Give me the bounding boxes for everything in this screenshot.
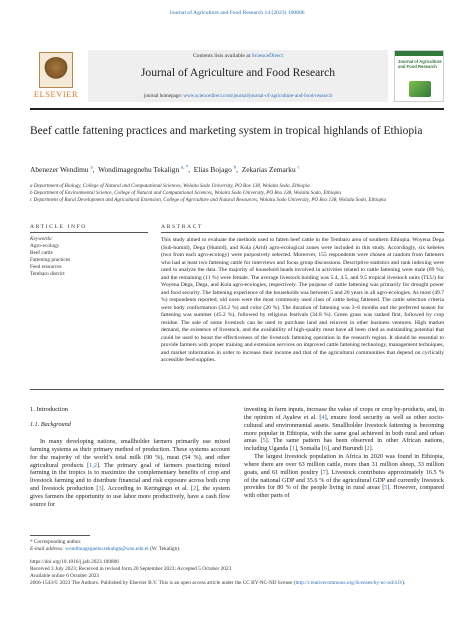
available-online-date: Available online 6 October 2023: [30, 573, 100, 579]
footnote-rule: [30, 535, 90, 536]
journal-cover-thumbnail[interactable]: [394, 50, 444, 102]
body-left-column: [30, 438, 230, 509]
citation-link[interactable]: 2: [193, 485, 197, 493]
abstract-text: This study aimed to evaluate the methods used to fatten beef cattle in the Tembaro area of southern Ethiopia. Woyena Dega (Sub-humid), Dega (Humid), and Kola (Arid) agro-ecological zones were included in this study. Accordingly, six kebeles (two from each agro-ecology) were purposively selected. Moreover, 155 respondents were chosen at random from fatteners who had at least two fattening cattle for interviews and focus group discussions. Descriptive statistics and rank indexing were used to analyze the data. The majority of household heads involved in activities related to cattle fattening were male (89 %), and the remaining (11 %) were female. The average livestock holding was 5.4, 4.5, and 9.5 tropical livestock units (TLU) for Woyena Dega, Dega, and Kola agro-ecologies, respectively. The purpose of cattle fattening was primarily for drought power and food security. The fattening experience of the households was between 5 and 20 years in all agro-ecologies. As most (49.7 %) respondents reported, old oxen were the most commonly used class of cattle being fattened. The cattle selection criteria were body conformation (34.2 %) and color (20 %). The duration of fattening was 3–6 months and the preferred season for fattening was summer (45.2 %), followed by religious festivals (34.8 %). Green grass was ranked first, followed by crop residue. The sale of some livestock can be used to purchase land and reinvest in other business ventures. High market demand, the existence of livestock, and the availability of high-quality meat have all been cited as outstanding potential that could be used to boost the effectiveness of the livestock fattening operation in the research region. It should be essential to provide farmers with proper training and extension services on improved cattle fattening technology, management techniques, and market information in order to increase their income and that of the agricultural communities that depend on cyclically accessible feed supplies.: [161, 237, 444, 363]
license-link[interactable]: http://creativecommons.org/licenses/by-nc-nd/4.0/: [295, 580, 403, 586]
body-text: ], Somalia [: [294, 445, 324, 453]
affiliation: a Department of Biology, College of Natural and Computational Sciences, Wolaita Sodo University, PO Box 138, Wolaita Sodo, Ethiopia: [30, 183, 310, 189]
license-suffix: ).: [402, 580, 406, 586]
keyword: Tembaro district: [30, 271, 65, 277]
body-paragraph: [244, 406, 444, 453]
author-list: Abenezer Wendimu $^a$, Wondimagegnehu Tekalign $^{a, *}$, Elias Bojago $^b$, Zekarias Zemarku $^c$: [30, 165, 300, 174]
license-text: 2666-1543/© 2023 The Authors. Published by Elsevier B.V. This is an open access article under the CC BY-NC-ND license (: [30, 580, 296, 586]
citation-link[interactable]: 1: [291, 445, 295, 453]
contents-line: [88, 53, 388, 59]
journal-header: [30, 50, 444, 104]
body-text: ]. The primary goal of farmers practicing mixed farming in the tropics is to maximize the complementary benefits of crop and livestock farming and to distribute financial and risk exposure across both crop and livestock production [: [30, 461, 230, 493]
citation-link[interactable]: 6: [323, 445, 328, 453]
cover-title: Journal of Agriculture and Food Research: [398, 59, 442, 69]
tree-mark-icon: [43, 57, 69, 83]
elsevier-logo[interactable]: [30, 50, 82, 102]
body-text: The largest livestock population in Africa in 2020 was found in Ethiopia, where there are over 63 million cattle, more than 31 million sheep, 33 million goats, and 61 million poultry [: [244, 453, 444, 476]
citation-link[interactable]: 4: [321, 413, 325, 421]
header-divider: [30, 108, 444, 110]
abstract-bottom-rule: [30, 389, 444, 390]
abstract-label: ABSTRACT: [161, 224, 204, 230]
author-name[interactable]: Abenezer Wendimu: [30, 165, 89, 174]
body-text: ]. However, compared with other parts of: [244, 484, 444, 500]
author-name[interactable]: Zekarias Zemarku: [241, 165, 296, 174]
cover-band: [395, 51, 443, 56]
affiliation: c Department of Rural Development and Agricultural Extension, College of Agriculture and Natural Resources, Wolaita Sodo University, PO Box 138, Wolaita Sodo, Ethiopia: [30, 197, 387, 203]
citation-link[interactable]: 1,2: [89, 461, 97, 469]
keywords-heading: Keywords:: [30, 236, 53, 242]
email-label: E-mail address:: [30, 546, 66, 552]
email-suffix: (W. Tekalign).: [148, 546, 181, 552]
body-text: ]. According to Keringingo et al. [: [101, 485, 194, 493]
citation-link[interactable]: 5: [384, 484, 388, 492]
body-right-column: [244, 406, 444, 500]
body-text: ].: [369, 445, 374, 453]
license-note: [30, 580, 444, 587]
doi-link[interactable]: https://doi.org/10.1016/j.jafr.2023.100806: [30, 559, 119, 565]
keyword: Fattening practices: [30, 257, 71, 263]
email-link[interactable]: wondimagegnehu.tekalign@wsu.edu.et: [65, 546, 149, 552]
sciencedirect-link[interactable]: ScienceDirect: [251, 53, 284, 59]
article-title: Beef cattle fattening practices and marketing system in tropical highlands of Ethiopia: [30, 125, 423, 137]
author-affiliation-mark[interactable]: c: [297, 165, 300, 171]
keyword: Agro-ecology: [30, 243, 60, 249]
citation-link[interactable]: 2: [366, 445, 370, 453]
section-heading-introduction: 1. Introduction: [30, 406, 68, 413]
homepage-prefix: journal homepage:: [143, 93, 184, 99]
author-affiliation-mark[interactable]: a: [90, 165, 93, 171]
body-text: ], and Burundi [: [327, 445, 367, 453]
keyword: Feed resources: [30, 264, 62, 270]
publisher-name: ELSEVIER: [33, 90, 79, 99]
journal-banner: [88, 50, 388, 102]
body-text: In many developing nations, smallholder farmers primarily use mixed farming systems as their primary method of production. These systems account for the majority of the world’s total milk (90 %), meat (54 %), and other agricultural products [: [30, 438, 230, 469]
subsection-heading-background: 1.1. Background: [30, 421, 71, 428]
author-affiliation-mark[interactable]: a, *: [181, 165, 189, 171]
body-text: ]. Livestock contributes approximately 16.5 % of the national GDP and 35.6 % of the agricultural GDP and currently livestock provides for 80 % of the people living in rural areas [: [244, 468, 444, 492]
citation-link[interactable]: 3: [98, 485, 102, 493]
author-affiliation-mark[interactable]: b: [233, 165, 237, 171]
homepage-link[interactable]: www.sciencedirect.com/journal/journal-of-agriculture-and-food-research: [183, 93, 333, 99]
article-info-label: ARTICLE INFO: [30, 224, 87, 230]
body-text: investing in farm inputs, increase the value of crops or crop by-products, and, in the opinion of Ayalew et al. [: [244, 406, 444, 421]
corresponding-author-note: * Corresponding author.: [30, 539, 82, 545]
email-note: [30, 546, 444, 553]
received-dates: Received 3 July 2023; Received in revised form 20 September 2023; Accepted 5 October 2023: [30, 566, 232, 572]
keyword: Beef cattle: [30, 250, 53, 256]
running-head[interactable]: Journal of Agriculture and Food Research 14 (2023) 100806: [169, 10, 305, 16]
body-paragraph: [244, 453, 444, 500]
body-text: ], ensure food security as well as other socio-cultural and environmental assets. Smallholder livestock fattening is becoming more popular in Ethiopia, with the same goal achieved in both rural and urban areas [: [244, 413, 444, 445]
citation-link[interactable]: 7: [322, 468, 326, 476]
citation-link[interactable]: 5: [262, 437, 266, 445]
body-text: ]. The same pattern has been observed in other African nations, including Uganda [: [244, 437, 444, 453]
author-name[interactable]: Wondimagegnehu Tekalign: [98, 165, 180, 174]
author-name[interactable]: Elias Bojago: [193, 165, 232, 174]
journal-title: Journal of Agriculture and Food Research: [140, 66, 336, 79]
affiliation: b Department of Environmental Science, College of Natural and Computational Sciences, Wolaita Sodo University, PO Box 138, Wolaita Sodo, Ethiopia: [30, 190, 341, 196]
homepage-line: [88, 93, 388, 99]
body-text: ], the system gives farmers the opportunity to use labor more productively, have a cash flow source for: [30, 485, 230, 508]
contents-prefix: Contents lists available at: [192, 53, 252, 59]
cover-graphic-icon: [409, 81, 431, 97]
article-info-rule: [30, 232, 148, 233]
abstract-rule: [161, 232, 444, 233]
